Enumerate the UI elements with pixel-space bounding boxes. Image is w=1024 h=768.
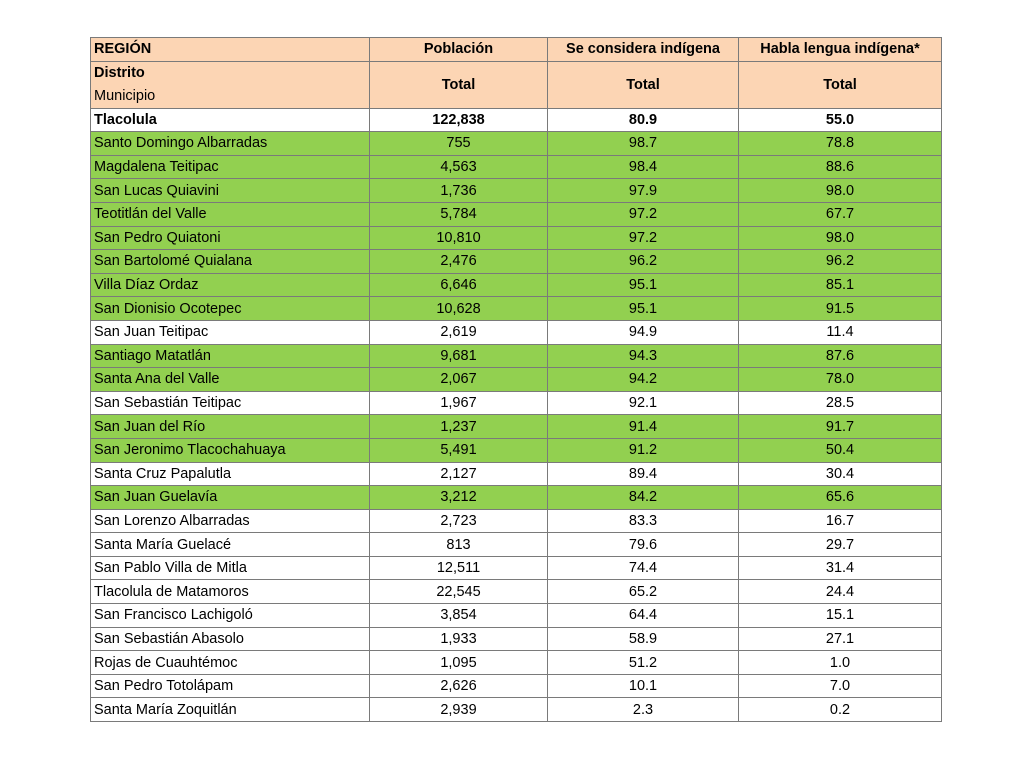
- municipio-name: San Francisco Lachigoló: [91, 604, 370, 628]
- municipio-name: Rojas de Cuauhtémoc: [91, 651, 370, 675]
- habla-cell: 88.6: [739, 155, 942, 179]
- se-considera-cell: 91.4: [548, 415, 739, 439]
- municipio-name: San Juan Teitipac: [91, 320, 370, 344]
- table-row: [91, 580, 942, 604]
- habla-cell: 67.7: [739, 202, 942, 226]
- municipio-name: Santo Domingo Albarradas: [91, 132, 370, 156]
- table-row: [91, 226, 942, 250]
- poblacion-cell: 2,127: [370, 462, 548, 486]
- poblacion-cell: 1,967: [370, 391, 548, 415]
- municipio-name: Villa Díaz Ordaz: [91, 273, 370, 297]
- table-row: [91, 320, 942, 344]
- table-row: [91, 627, 942, 651]
- table-row: [91, 202, 942, 226]
- table-row: [91, 438, 942, 462]
- municipio-name: San Juan del Río: [91, 415, 370, 439]
- municipio-name: Santa María Guelacé: [91, 533, 370, 557]
- distrito-municipio-header: [91, 61, 370, 108]
- municipio-name: San Sebastián Teitipac: [91, 391, 370, 415]
- region-name: Tlacolula: [91, 108, 370, 132]
- habla-cell: 98.0: [739, 226, 942, 250]
- region-poblacion: 122,838: [370, 108, 548, 132]
- table-row: [91, 297, 942, 321]
- se-considera-cell: 94.9: [548, 320, 739, 344]
- table-row: [91, 486, 942, 510]
- se-considera-header: Se considera indígena: [548, 38, 739, 62]
- municipio-name: San Jeronimo Tlacochahuaya: [91, 438, 370, 462]
- municipio-name: Magdalena Teitipac: [91, 155, 370, 179]
- poblacion-cell: 813: [370, 533, 548, 557]
- se-considera-total-header: Total: [548, 61, 739, 108]
- habla-cell: 78.8: [739, 132, 942, 156]
- municipio-name: San Lorenzo Albarradas: [91, 509, 370, 533]
- habla-cell: 0.2: [739, 698, 942, 722]
- poblacion-cell: 6,646: [370, 273, 548, 297]
- poblacion-cell: 1,933: [370, 627, 548, 651]
- poblacion-cell: 2,626: [370, 674, 548, 698]
- poblacion-cell: 5,491: [370, 438, 548, 462]
- se-considera-cell: 58.9: [548, 627, 739, 651]
- poblacion-cell: 2,723: [370, 509, 548, 533]
- se-considera-cell: 65.2: [548, 580, 739, 604]
- table-row: [91, 462, 942, 486]
- poblacion-cell: 1,095: [370, 651, 548, 675]
- municipio-name: Santa Cruz Papalutla: [91, 462, 370, 486]
- habla-cell: 65.6: [739, 486, 942, 510]
- se-considera-cell: 98.4: [548, 155, 739, 179]
- table-row: [91, 132, 942, 156]
- poblacion-cell: 22,545: [370, 580, 548, 604]
- region-row: [91, 108, 942, 132]
- table-row: [91, 273, 942, 297]
- table-row: [91, 415, 942, 439]
- municipio-name: Santa María Zoquitlán: [91, 698, 370, 722]
- distrito-label: Distrito: [94, 64, 145, 81]
- se-considera-cell: 79.6: [548, 533, 739, 557]
- table-row: [91, 651, 942, 675]
- poblacion-cell: 10,810: [370, 226, 548, 250]
- habla-cell: 98.0: [739, 179, 942, 203]
- municipio-name: Santa Ana del Valle: [91, 368, 370, 392]
- habla-cell: 30.4: [739, 462, 942, 486]
- se-considera-cell: 94.2: [548, 368, 739, 392]
- se-considera-cell: 51.2: [548, 651, 739, 675]
- se-considera-cell: 97.9: [548, 179, 739, 203]
- poblacion-cell: 755: [370, 132, 548, 156]
- se-considera-cell: 98.7: [548, 132, 739, 156]
- region-se-considera: 80.9: [548, 108, 739, 132]
- table-row: [91, 250, 942, 274]
- poblacion-cell: 5,784: [370, 202, 548, 226]
- habla-cell: 91.5: [739, 297, 942, 321]
- habla-cell: 24.4: [739, 580, 942, 604]
- habla-cell: 50.4: [739, 438, 942, 462]
- poblacion-header: Población: [370, 38, 548, 62]
- poblacion-cell: 4,563: [370, 155, 548, 179]
- habla-total-header: Total: [739, 61, 942, 108]
- poblacion-cell: 3,854: [370, 604, 548, 628]
- municipio-name: San Pedro Quiatoni: [91, 226, 370, 250]
- municipio-name: San Sebastián Abasolo: [91, 627, 370, 651]
- table-row: [91, 674, 942, 698]
- habla-cell: 91.7: [739, 415, 942, 439]
- habla-cell: 87.6: [739, 344, 942, 368]
- poblacion-cell: 2,067: [370, 368, 548, 392]
- table-row: [91, 698, 942, 722]
- municipio-name: San Juan Guelavía: [91, 486, 370, 510]
- table-row: [91, 556, 942, 580]
- se-considera-cell: 97.2: [548, 226, 739, 250]
- table-row: [91, 368, 942, 392]
- habla-cell: 7.0: [739, 674, 942, 698]
- municipio-name: San Pedro Totolápam: [91, 674, 370, 698]
- poblacion-cell: 1,237: [370, 415, 548, 439]
- municipio-name: Tlacolula de Matamoros: [91, 580, 370, 604]
- header-row: [91, 38, 942, 62]
- municipio-label: Municipio: [94, 87, 156, 104]
- table-row: [91, 604, 942, 628]
- se-considera-cell: 92.1: [548, 391, 739, 415]
- habla-cell: 16.7: [739, 509, 942, 533]
- se-considera-cell: 96.2: [548, 250, 739, 274]
- municipio-name: San Bartolomé Quialana: [91, 250, 370, 274]
- municipio-name: San Dionisio Ocotepec: [91, 297, 370, 321]
- habla-header: Habla lengua indígena*: [739, 38, 942, 62]
- se-considera-cell: 91.2: [548, 438, 739, 462]
- municipio-name: Santiago Matatlán: [91, 344, 370, 368]
- habla-cell: 31.4: [739, 556, 942, 580]
- se-considera-cell: 94.3: [548, 344, 739, 368]
- poblacion-cell: 1,736: [370, 179, 548, 203]
- table-row: [91, 344, 942, 368]
- table-row: [91, 179, 942, 203]
- table-row: [91, 155, 942, 179]
- table-row: [91, 509, 942, 533]
- se-considera-cell: 2.3: [548, 698, 739, 722]
- region-habla: 55.0: [739, 108, 942, 132]
- se-considera-cell: 89.4: [548, 462, 739, 486]
- habla-cell: 27.1: [739, 627, 942, 651]
- municipio-name: Teotitlán del Valle: [91, 202, 370, 226]
- poblacion-cell: 3,212: [370, 486, 548, 510]
- se-considera-cell: 95.1: [548, 273, 739, 297]
- habla-cell: 11.4: [739, 320, 942, 344]
- municipio-name: San Pablo Villa de Mitla: [91, 556, 370, 580]
- poblacion-cell: 2,476: [370, 250, 548, 274]
- habla-cell: 15.1: [739, 604, 942, 628]
- poblacion-cell: 12,511: [370, 556, 548, 580]
- poblacion-cell: 2,939: [370, 698, 548, 722]
- habla-cell: 28.5: [739, 391, 942, 415]
- habla-cell: 1.0: [739, 651, 942, 675]
- table-row: [91, 533, 942, 557]
- subheader-row: [91, 61, 942, 108]
- habla-cell: 29.7: [739, 533, 942, 557]
- poblacion-cell: 9,681: [370, 344, 548, 368]
- se-considera-cell: 64.4: [548, 604, 739, 628]
- se-considera-cell: 84.2: [548, 486, 739, 510]
- se-considera-cell: 10.1: [548, 674, 739, 698]
- poblacion-cell: 2,619: [370, 320, 548, 344]
- habla-cell: 96.2: [739, 250, 942, 274]
- region-header: REGIÓN: [91, 38, 370, 62]
- habla-cell: 78.0: [739, 368, 942, 392]
- se-considera-cell: 95.1: [548, 297, 739, 321]
- municipality-data-table: [90, 37, 942, 722]
- se-considera-cell: 74.4: [548, 556, 739, 580]
- municipio-name: San Lucas Quiavini: [91, 179, 370, 203]
- poblacion-total-header: Total: [370, 61, 548, 108]
- poblacion-cell: 10,628: [370, 297, 548, 321]
- se-considera-cell: 97.2: [548, 202, 739, 226]
- habla-cell: 85.1: [739, 273, 942, 297]
- table-row: [91, 391, 942, 415]
- se-considera-cell: 83.3: [548, 509, 739, 533]
- table-body: [91, 38, 942, 722]
